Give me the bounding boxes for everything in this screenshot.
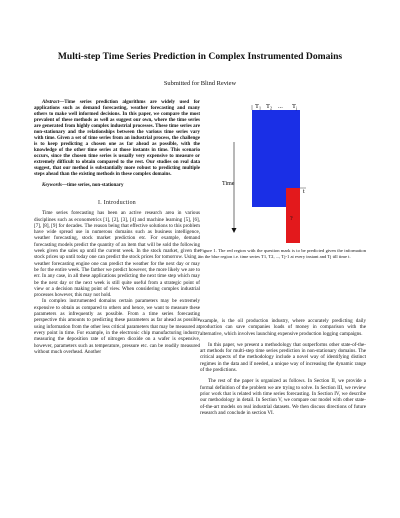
series-label-2: $T_2$ bbox=[266, 103, 272, 111]
body-paragraph: The rest of the paper is organized as follows. In Section II, we provide a formal definition of the problem we are trying to solve. In Section III, we review prior work that is related with time series forecasting. In Section IV, we describe our methodology in detail. In Section V, we compare our model with other state-of-the-art models on real industrial datasets. We then discuss directions of future research and conclude in section VI. bbox=[200, 378, 366, 416]
left-column bbox=[34, 100, 200, 355]
keywords-label: Keywords bbox=[42, 183, 62, 188]
series-label-j: $T_j$ bbox=[292, 103, 298, 111]
figure-diagram bbox=[200, 100, 366, 243]
body-paragraph: Time series forecasting has been an active research area in various disciplines such as econometrics [1], [2], [3], [4] and machine learning [5], [6], [7], [8], [9] for decades. The reason being that effective solutions to this problem have wide spread use in numerous domains such as business intelligence, weather forecasting, stock market prediction etc. For example, demand forecasting models predict the quantity of an item that will be sold the following week given the sales up until the current week. In the stock market, given the stock prices up until today one can predict the stock prices for tomorrow. Using a weather forecasting engine one can predict the weather for the next day or may be for the entire week. The farther we predict however, the more likely we are to err. In any case, in all these applications predicting the next time step which may be the next day or the next week is still quite useful from a strategic point of view or a decision making point of view. When considering complex industrial processes however, this may not hold. bbox=[34, 210, 200, 299]
figure-caption: Figure 1. The red region with the question mark is to be predicted given the information in the blue region i.e. time series T1, T2, ..., Tj-1 at every instant and Tj till time t. bbox=[200, 248, 366, 259]
section-heading-introduction: I. Introduction bbox=[98, 200, 136, 206]
abstract bbox=[34, 100, 200, 178]
body-paragraph: In this paper, we present a methodology that outperforms other state-of-the-art methods for multi-step time series prediction in non-stationary domains. The critical aspects of the methodology include a novel way of identifying distinct regimes in the data and if needed, a unique way of increasing the dynamic range of the predictions. bbox=[200, 341, 366, 374]
t-label: t bbox=[303, 189, 305, 195]
keywords bbox=[34, 183, 200, 189]
time-arrowhead bbox=[232, 228, 237, 233]
time-label: Time bbox=[222, 181, 235, 187]
right-column bbox=[200, 100, 366, 416]
paper-title: Multi-step Time Series Prediction in Complex Instrumented Domains bbox=[57, 51, 343, 62]
body-paragraph: In complex instrumented domains certain parameters may be extremely expensive to obtain as compared to others and hence, we want to measure these parameters as infrequently as possible. From a time series forecasting perspective this amounts to predicting these parameters as far ahead as possible using information from the other less critical parameters that may be measured at every point in time. For example, in the electronic chip manufacturing industry measuring the deposition rate of nitrogen dioxide on a wafer is expensive, however, parameters such as temperature, pressure etc. can be readily measured without much overhead. Another bbox=[34, 298, 200, 355]
prediction-region bbox=[286, 188, 300, 243]
keywords-text: —time series, non-stationary bbox=[62, 183, 124, 188]
series-label-ellipsis: ... bbox=[278, 103, 283, 110]
series-label-1: $T_1$ bbox=[255, 103, 261, 111]
abstract-text: —Time series prediction algorithms are widely used for applications such as demand forecasting, weather forecasting and many others to make well informed decisions. In this paper, we compare the most prevalent of these methods as well as suggest our own, where the time series are generated from highly complex industrial processes. These time series are non-stationary and the relationships between the various time series vary with time. Given a set of time series from an industrial process, the challenge is to keep predicting a chosen one as far ahead as possible, with the knowledge of the other time series at those instants in time. This scenario occurs, since the chosen time series is usually very expensive to measure or extremely difficult to obtain compared to the rest. Our studies on real data suggest, that our method is substantially more robust to predicting multiple steps ahead than the existing methods in these complex domains. bbox=[34, 100, 200, 177]
question-mark: ? bbox=[290, 216, 293, 222]
abstract-label: Abstract bbox=[42, 100, 60, 105]
right-body bbox=[200, 318, 366, 421]
paper-subtitle: Submitted for Blind Review bbox=[163, 80, 237, 87]
figure-1 bbox=[200, 100, 366, 259]
body-paragraph: example, is the oil production industry, where accurately predicting daily production can save companies loads of money in comparison with the alternative, which involves launching expensive production logging campaigns. bbox=[200, 318, 366, 337]
